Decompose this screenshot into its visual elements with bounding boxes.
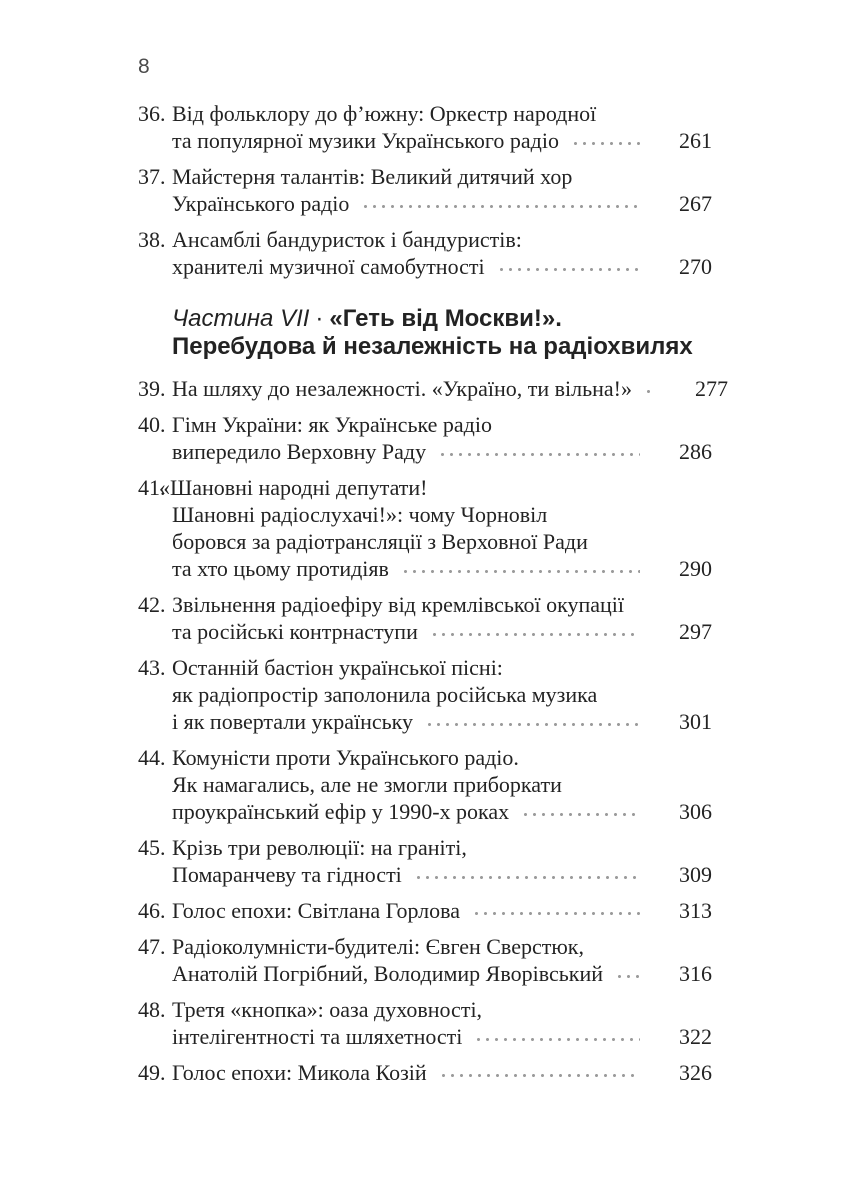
entry-number: 48. [138, 997, 166, 1022]
entry-page-number: 309 [679, 862, 712, 887]
entry-last-line [172, 798, 712, 825]
entry-body [172, 744, 712, 825]
entry-line-text: інтелігентності та шляхетності [172, 1024, 463, 1049]
toc-entry [138, 654, 712, 735]
dot-leader [401, 555, 640, 582]
entry-body [172, 163, 712, 217]
entry-number: 45. [138, 835, 166, 860]
entry-body [172, 375, 729, 402]
dot-leader [361, 190, 640, 217]
entry-number: 44. [138, 745, 166, 770]
book-page [138, 0, 729, 1200]
dot-leader [521, 798, 640, 825]
toc-entry [138, 744, 712, 825]
entry-body [172, 933, 712, 987]
entry-number: 43. [138, 655, 166, 680]
entry-number: 37. [138, 164, 166, 189]
dot-leader [425, 708, 640, 735]
entry-line: Третя «кнопка»: оаза духовності, [172, 997, 483, 1022]
entry-number: 40. [138, 412, 166, 437]
entry-number: 38. [138, 227, 166, 252]
dot-leader [571, 127, 640, 154]
entry-body [172, 834, 712, 888]
toc-entry [138, 933, 712, 987]
dot-leader [438, 438, 640, 465]
entry-line: боровся за радіотрансляції з Верховної Ради [172, 529, 588, 554]
entry-page-number: 297 [679, 619, 712, 644]
dot-leader [414, 861, 640, 888]
entry-body [172, 1059, 712, 1086]
entry-line: Комуністи проти Українського радіо. [172, 745, 519, 770]
toc-entry [138, 474, 712, 582]
entry-line: Майстерня талантів: Великий дитячий хор [172, 164, 573, 189]
entry-body [172, 897, 712, 924]
section-heading-line1 [172, 305, 712, 333]
entry-page-number: 267 [679, 191, 712, 216]
entry-line: Останній бастіон української пісні: [172, 655, 503, 680]
entry-line-text: Українського радіо [172, 191, 350, 216]
toc-entry [138, 996, 712, 1050]
section-heading [172, 305, 712, 361]
toc-entry [138, 100, 712, 154]
toc-entry [138, 226, 712, 280]
entry-line: Радіоколумністи-будителі: Євген Сверстюк, [172, 934, 584, 959]
entry-page-number: 290 [679, 556, 712, 581]
entry-number: 49. [138, 1060, 166, 1085]
entry-line-text: хранителі музичної самобутності [172, 254, 485, 279]
entry-line: Звільнення радіоефіру від кремлівської окупації [172, 592, 624, 617]
entry-last-line [172, 708, 712, 735]
entry-last-line [172, 375, 729, 402]
entry-number: 46. [138, 898, 166, 923]
entry-body [172, 591, 712, 645]
entry-last-line [172, 1059, 712, 1086]
entry-number: 42. [138, 592, 166, 617]
entry-line-text: На шляху до незалежності. «Україно, ти вільна!» [172, 376, 633, 401]
entry-page-number: 277 [695, 376, 729, 401]
section-title-line1: «Геть від Москви!». [329, 305, 562, 332]
toc-entry [138, 1059, 712, 1086]
toc-entry [138, 163, 712, 217]
entry-body [172, 411, 712, 465]
section-separator: · [315, 305, 324, 332]
entry-last-line [172, 438, 712, 465]
dot-leader [644, 375, 656, 402]
section-title-line2: Перебудова й незалежність на радіохвилях [172, 333, 693, 360]
entry-page-number: 326 [679, 1060, 712, 1085]
table-of-contents [138, 100, 729, 1086]
entry-body [172, 226, 712, 280]
entry-line-text: Анатолій Погрібний, Володимир Яворівський [172, 961, 603, 986]
entry-page-number: 313 [679, 898, 712, 923]
entry-page-number: 261 [679, 128, 712, 153]
entry-page-number: 286 [679, 439, 712, 464]
entry-last-line [172, 555, 712, 582]
entry-line-text: випередило Верховну Раду [172, 439, 427, 464]
entry-line: Ансамблі бандуристок і бандуристів: [172, 227, 522, 252]
entry-body [159, 474, 712, 582]
entry-number: 36. [138, 101, 166, 126]
entry-body [172, 996, 712, 1050]
entry-page-number: 270 [679, 254, 712, 279]
entry-line-text: Помаранчеву та гідності [172, 862, 402, 887]
entry-last-line [172, 618, 712, 645]
entry-line: Шановні радіослухачі!»: чому Чорновіл [172, 502, 548, 527]
entry-page-number: 306 [679, 799, 712, 824]
entry-page-number: 316 [679, 961, 712, 986]
entry-line: «Шановні народні депутати! [159, 475, 428, 500]
entry-last-line [172, 897, 712, 924]
entry-number: 47. [138, 934, 166, 959]
entry-page-number: 322 [679, 1024, 712, 1049]
dot-leader [497, 253, 640, 280]
entry-line-text: проукраїнський ефір у 1990-х роках [172, 799, 510, 824]
entry-line-text: та хто цьому протидіяв [172, 556, 389, 581]
entry-line-text: Голос епохи: Світлана Горлова [172, 898, 461, 923]
entry-page-number: 301 [679, 709, 712, 734]
toc-entry [138, 591, 712, 645]
entry-last-line [172, 1023, 712, 1050]
entry-last-line [172, 253, 712, 280]
entry-line-text: Голос епохи: Микола Козій [172, 1060, 427, 1085]
toc-entry [138, 897, 712, 924]
entry-line-text: та популярної музики Українського радіо [172, 128, 559, 153]
entry-line-text: та російські контрнаступи [172, 619, 418, 644]
section-part-label: Частина VII [172, 305, 310, 332]
entry-line: Як намагались, але не змогли приборкати [172, 772, 562, 797]
folio-page-number: 8 [138, 55, 150, 78]
toc-entry [138, 375, 729, 402]
entry-body [172, 100, 712, 154]
dot-leader [472, 897, 640, 924]
dot-leader [615, 960, 640, 987]
entry-line: як радіопростір заполонила російська музика [172, 682, 598, 707]
entry-last-line [172, 127, 712, 154]
entry-last-line [172, 190, 712, 217]
entry-line: Крізь три революції: на граніті, [172, 835, 467, 860]
entry-last-line [172, 960, 712, 987]
entry-last-line [172, 861, 712, 888]
toc-entry [138, 411, 712, 465]
dot-leader [430, 618, 640, 645]
entry-line: Гімн України: як Українське радіо [172, 412, 492, 437]
entry-line-text: і як повертали українську [172, 709, 414, 734]
dot-leader [474, 1023, 640, 1050]
dot-leader [439, 1059, 640, 1086]
entry-body [172, 654, 712, 735]
entry-line: Від фольклору до ф’южну: Оркестр народної [172, 101, 597, 126]
entry-number: 39. [138, 376, 166, 401]
entry-number: 41. [138, 475, 166, 500]
toc-entry [138, 834, 712, 888]
